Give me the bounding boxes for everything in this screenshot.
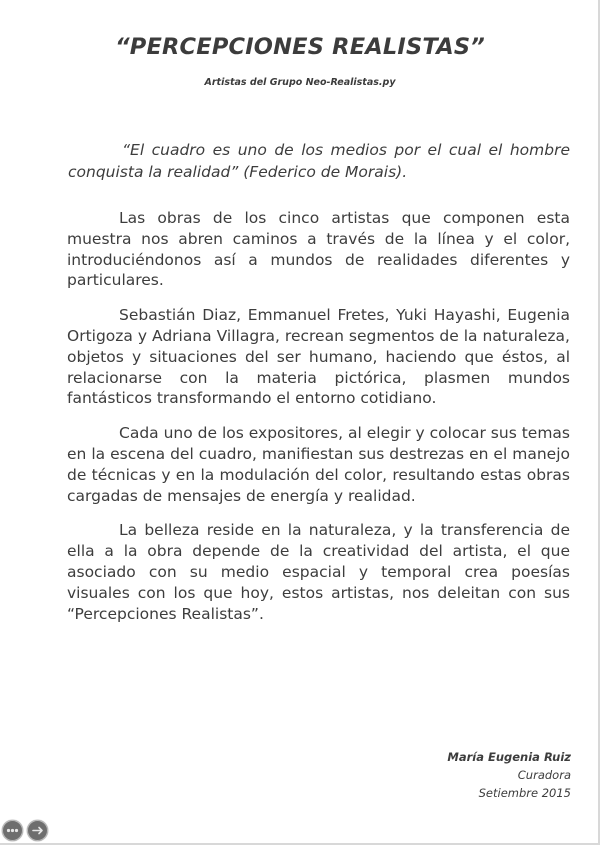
signature-block <box>447 748 571 802</box>
page-navigation <box>2 820 48 841</box>
author-name: María Eugenia Ruiz <box>447 750 571 764</box>
page-subtitle: Artistas del Grupo Neo-Realistas.py <box>204 77 396 88</box>
paragraph: La belleza reside en la naturaleza, y la transferencia de ella a la obra depende de la creatividad del artista, el que asociado con su medio espacial y temporal crea poesías visuales con los que hoy, estos artistas, nos deleitan con sus “Percepciones Realistas”. <box>67 521 570 623</box>
body-text <box>67 208 570 638</box>
paragraph: Sebastián Diaz, Emmanuel Fretes, Yuki Hayashi, Eugenia Ortigoza y Adriana Villagra, recrean segmentos de la naturaleza, objetos y situaciones del ser humano, haciendo que éstos, al relacionarse con la materia pictórica, plasmen mundos fantásticos transformando el entorno cotidiano. <box>67 306 570 408</box>
paragraph: Las obras de los cinco artistas que componen esta muestra nos abren caminos a través de la línea y el color, introduciéndonos así a mundos de realidades diferentes y particulares. <box>67 209 570 290</box>
author-role: Curadora <box>517 768 571 782</box>
epigraph-quote: “El cuadro es uno de los medios por el cual el hombre conquista la realidad” (Federico de Morais). <box>68 141 570 181</box>
page-title: “PERCEPCIONES REALISTAS” <box>115 34 485 60</box>
previous-page-button[interactable] <box>2 820 23 841</box>
next-page-icon <box>31 826 44 835</box>
next-page-button[interactable] <box>27 820 48 841</box>
paragraph: Cada uno de los expositores, al elegir y colocar sus temas en la escena del cuadro, manifiestan sus destrezas en el manejo de técnicas y en la modulación del color, resultando estas obras cargadas de mensajes de energía y realidad. <box>67 424 570 505</box>
signature-date: Setiembre 2015 <box>478 786 571 800</box>
previous-page-icon <box>6 826 19 835</box>
